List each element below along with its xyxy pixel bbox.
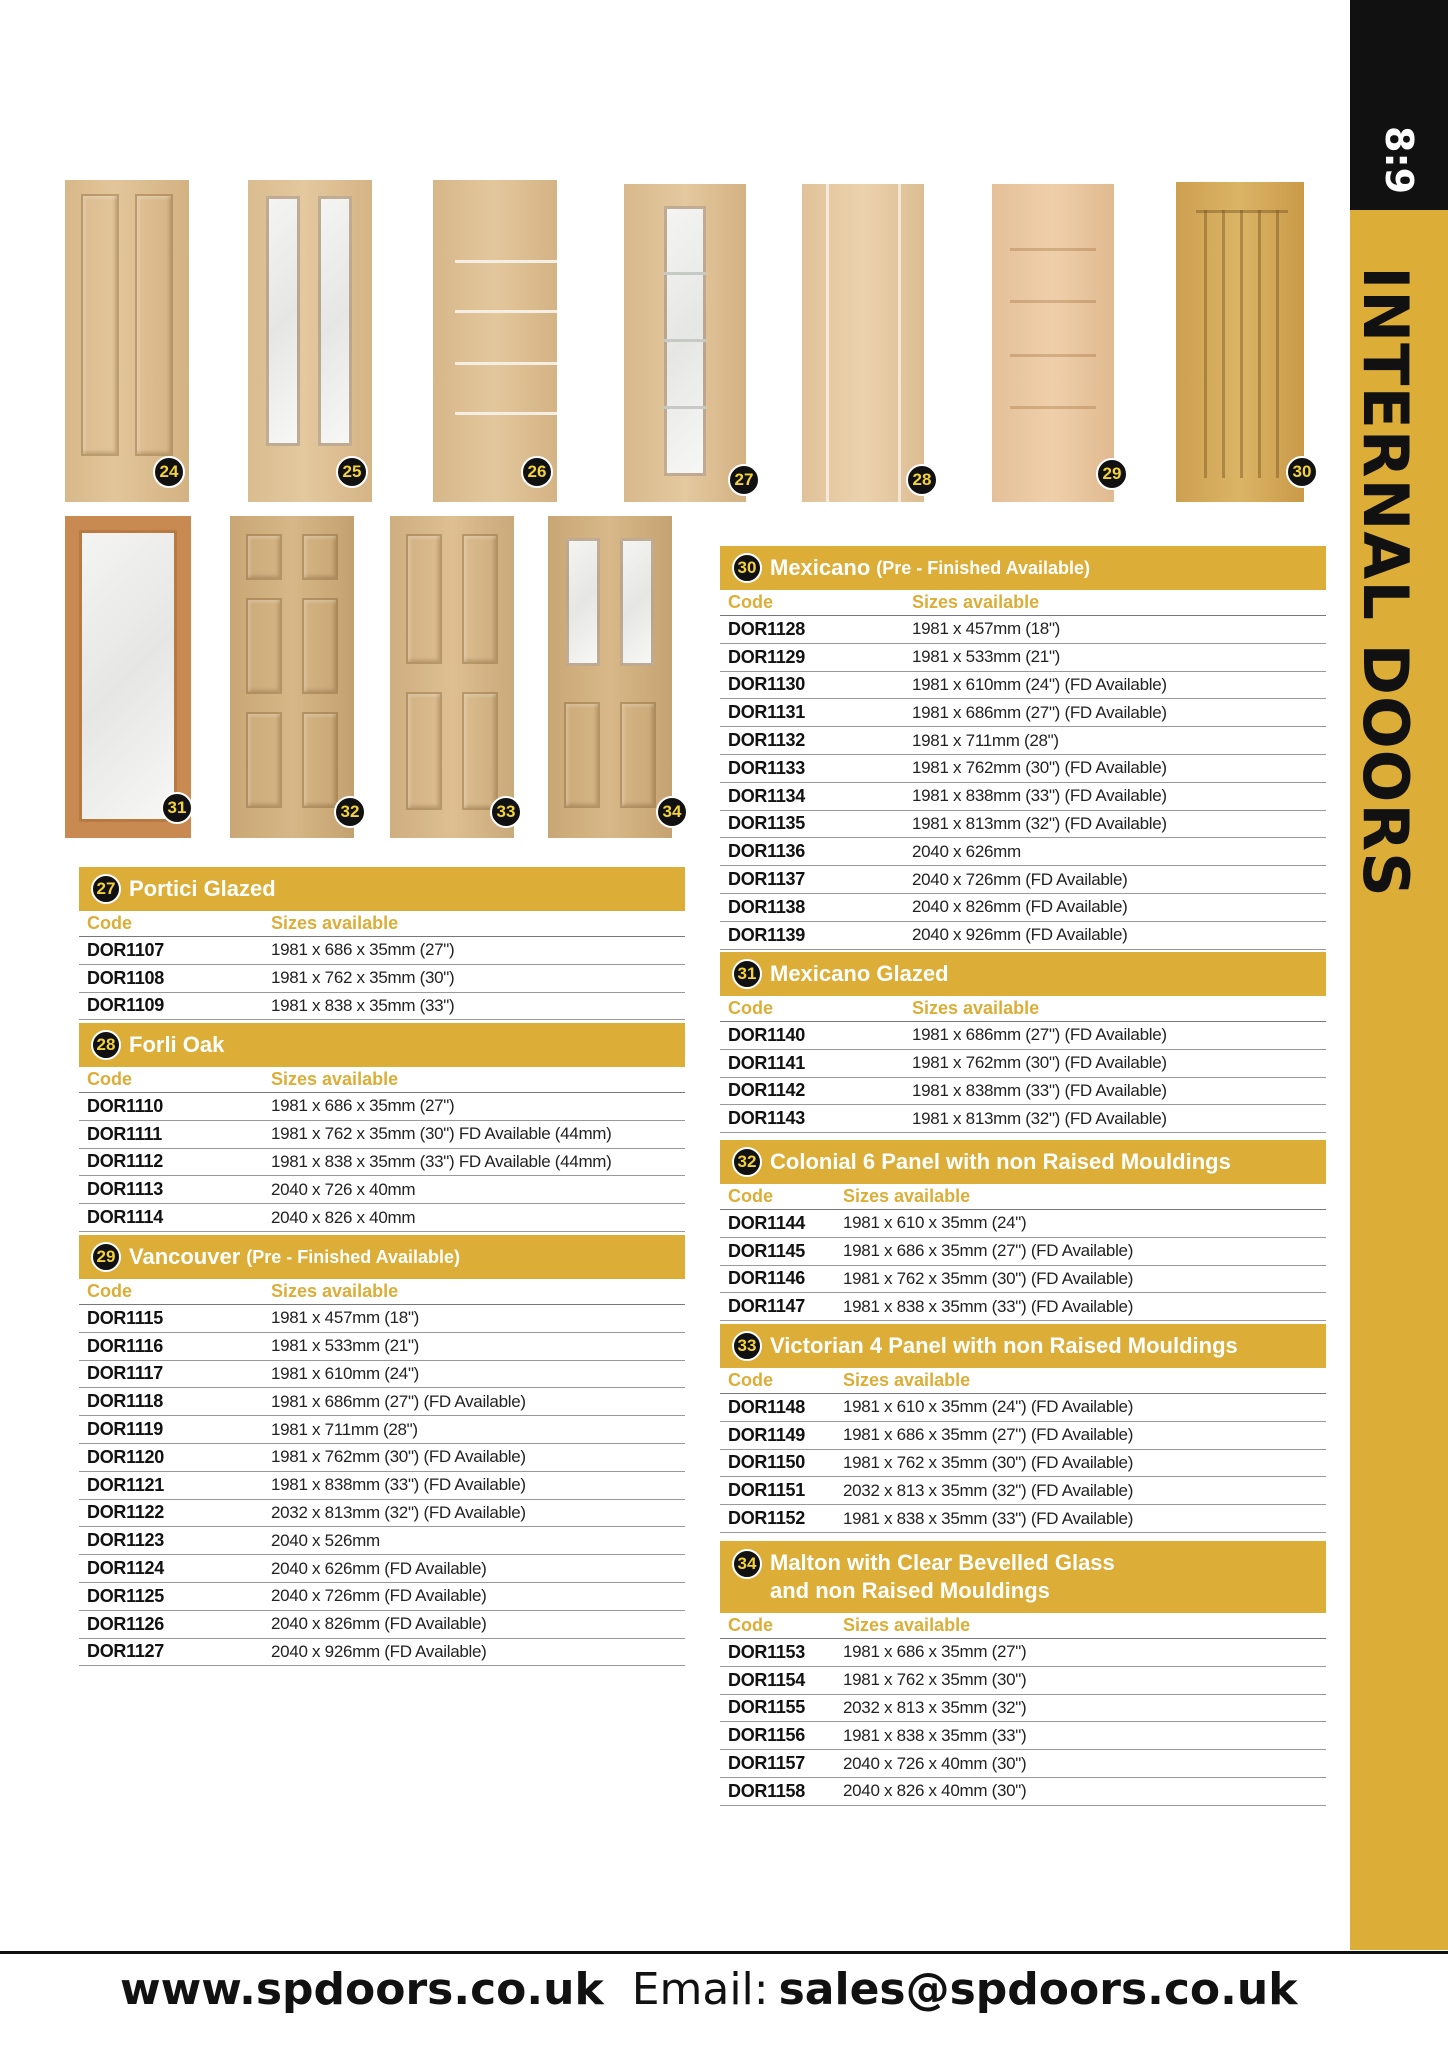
product-size: 1981 x 610 x 35mm (24") [843, 1213, 1027, 1233]
product-code: DOR1146 [728, 1268, 805, 1289]
column-headers: Code Sizes available [720, 996, 1326, 1022]
column-headers: Code Sizes available [720, 1613, 1326, 1639]
product-size: 1981 x 838 x 35mm (33") [843, 1725, 1027, 1745]
table-row [720, 894, 1326, 922]
product-size: 1981 x 686 x 35mm (27") [271, 1096, 455, 1116]
table-header [720, 952, 1326, 996]
product-code: DOR1123 [87, 1530, 164, 1551]
footer-rule [0, 1951, 1448, 1954]
product-code: DOR1132 [728, 730, 805, 751]
product-code: DOR1147 [728, 1296, 805, 1317]
table-row [720, 1078, 1326, 1106]
product-size: 1981 x 686mm (27") (FD Available) [912, 1025, 1167, 1045]
table-row [79, 1555, 685, 1583]
product-size: 2032 x 813mm (32") (FD Available) [271, 1502, 526, 1522]
product-code: DOR1137 [728, 869, 805, 890]
table-row [79, 1388, 685, 1416]
product-size: 1981 x 686 x 35mm (27") (FD Available) [843, 1241, 1134, 1261]
product-size: 2040 x 726 x 40mm [271, 1179, 416, 1199]
product-code: DOR1129 [728, 646, 805, 667]
table-body [79, 937, 685, 1020]
door-badge: 33 [490, 796, 522, 828]
table-header [720, 1324, 1326, 1368]
table-mexicano [720, 546, 1326, 950]
product-size: 2032 x 813 x 35mm (32") [843, 1697, 1027, 1717]
door-image-30 [1176, 182, 1312, 502]
table-row [720, 1450, 1326, 1478]
product-size: 1981 x 533mm (21") [912, 647, 1061, 667]
table-row [720, 1750, 1326, 1778]
product-code: DOR1112 [87, 1151, 163, 1172]
table-row [720, 1293, 1326, 1321]
product-size: 1981 x 711mm (28") [271, 1419, 418, 1439]
product-size: 2040 x 826mm (FD Available) [912, 897, 1128, 917]
table-row [720, 838, 1326, 866]
table-row [720, 699, 1326, 727]
product-code: DOR1131 [728, 702, 805, 723]
product-size: 1981 x 686mm (27") (FD Available) [912, 702, 1167, 722]
product-code: DOR1150 [728, 1452, 805, 1473]
section-title: Colonial 6 Panel with non Raised Mouldings [770, 1149, 1231, 1174]
product-size: 1981 x 686 x 35mm (27") [843, 1642, 1027, 1662]
table-row [79, 1472, 685, 1500]
product-code: DOR1122 [87, 1502, 164, 1523]
product-size: 1981 x 610mm (24") [271, 1363, 420, 1383]
table-row [720, 1505, 1326, 1533]
product-size: 1981 x 762mm (30") (FD Available) [912, 1053, 1167, 1073]
table-row [79, 1204, 685, 1232]
product-size: 2040 x 726mm (FD Available) [271, 1586, 487, 1606]
column-headers: Code Sizes available [79, 1279, 685, 1305]
section-title: Portici Glazed [129, 876, 276, 901]
section-title: Mexicano Glazed [770, 961, 949, 986]
product-size: 1981 x 762 x 35mm (30") [843, 1670, 1027, 1690]
product-code: DOR1124 [87, 1558, 164, 1579]
table-row [720, 1394, 1326, 1422]
product-code: DOR1115 [87, 1307, 163, 1328]
table-row [720, 644, 1326, 672]
section-badge: 33 [732, 1331, 762, 1361]
door-badge: 32 [334, 796, 366, 828]
table-row [720, 783, 1326, 811]
product-size: 1981 x 686mm (27") (FD Available) [271, 1391, 526, 1411]
product-size: 1981 x 813mm (32") (FD Available) [912, 1108, 1167, 1128]
table-row [79, 1093, 685, 1121]
section-badge: 34 [732, 1549, 762, 1579]
column-headers: Code Sizes available [720, 1368, 1326, 1394]
email-label: Email: [631, 1964, 769, 2015]
door-image-25 [248, 180, 372, 502]
door-image-34 [548, 516, 682, 838]
product-size: 1981 x 610 x 35mm (24") (FD Available) [843, 1397, 1134, 1417]
product-size: 2040 x 926mm (FD Available) [271, 1641, 487, 1661]
table-row [720, 922, 1326, 950]
section-badge: 29 [91, 1242, 121, 1272]
product-code: DOR1130 [728, 674, 805, 695]
table-row [79, 1583, 685, 1611]
table-row [720, 727, 1326, 755]
table-mexicano-glazed [720, 952, 1326, 1133]
column-headers: Code Sizes available [79, 1067, 685, 1093]
door-badge: 25 [336, 456, 368, 488]
table-row [720, 755, 1326, 783]
product-code: DOR1133 [728, 757, 805, 778]
product-code: DOR1114 [87, 1207, 163, 1228]
table-row [720, 811, 1326, 839]
email-link[interactable]: sales@spdoors.co.uk [778, 1964, 1298, 2015]
table-row [79, 1305, 685, 1333]
table-header [79, 1023, 685, 1067]
product-code: DOR1158 [728, 1780, 805, 1801]
door-image-28 [802, 184, 932, 502]
section-badge: 28 [91, 1030, 121, 1060]
product-size: 2040 x 926mm (FD Available) [912, 925, 1128, 945]
table-body [720, 1210, 1326, 1321]
column-headers: Code Sizes available [720, 590, 1326, 616]
table-row [79, 1121, 685, 1149]
door-badge: 30 [1286, 456, 1318, 488]
table-body [720, 616, 1326, 950]
table-row [720, 1210, 1326, 1238]
section-title-vertical: INTERNAL DOORS [1349, 266, 1422, 898]
table-row [79, 1176, 685, 1204]
table-row [79, 1500, 685, 1528]
product-code: DOR1151 [728, 1480, 805, 1501]
product-code: DOR1154 [728, 1669, 805, 1690]
table-row [720, 1667, 1326, 1695]
table-body [720, 1394, 1326, 1533]
product-size: 1981 x 762mm (30") (FD Available) [271, 1447, 526, 1467]
table-row [79, 1149, 685, 1177]
product-code: DOR1118 [87, 1391, 163, 1412]
product-code: DOR1155 [728, 1697, 805, 1718]
door-badge: 31 [161, 792, 193, 824]
product-code: DOR1113 [87, 1179, 163, 1200]
product-size: 1981 x 838mm (33") (FD Available) [912, 1080, 1167, 1100]
footer [120, 1960, 1340, 2020]
product-code: DOR1128 [728, 618, 805, 639]
table-header [720, 546, 1326, 590]
product-code: DOR1143 [728, 1108, 805, 1129]
product-code: DOR1142 [728, 1080, 805, 1101]
table-row [720, 616, 1326, 644]
table-body [79, 1305, 685, 1666]
product-size: 2040 x 526mm [271, 1530, 380, 1550]
table-row [720, 1722, 1326, 1750]
column-headers: Code Sizes available [79, 911, 685, 937]
product-code: DOR1135 [728, 813, 805, 834]
section-title: Forli Oak [129, 1032, 225, 1057]
table-forli-oak [79, 1023, 685, 1232]
table-header [79, 1235, 685, 1279]
column-headers: Code Sizes available [720, 1184, 1326, 1210]
product-code: DOR1126 [87, 1613, 164, 1634]
section-badge: 31 [732, 959, 762, 989]
table-row [79, 1361, 685, 1389]
section-subtitle: (Pre - Finished Available) [876, 557, 1090, 578]
product-size: 1981 x 762 x 35mm (30") (FD Available) [843, 1268, 1134, 1288]
table-body [720, 1639, 1326, 1806]
product-code: DOR1125 [87, 1585, 164, 1606]
section-title-line2: and non Raised Mouldings [770, 1578, 1050, 1603]
product-size: 1981 x 762 x 35mm (30") FD Available (44mm) [271, 1124, 612, 1144]
product-size: 1981 x 533mm (21") [271, 1336, 420, 1356]
product-size: 2040 x 826 x 40mm [271, 1207, 416, 1227]
product-size: 1981 x 686 x 35mm (27") [271, 940, 455, 960]
door-badge: 29 [1096, 458, 1128, 490]
product-size: 2032 x 813 x 35mm (32") (FD Available) [843, 1480, 1134, 1500]
product-size: 1981 x 813mm (32") (FD Available) [912, 813, 1167, 833]
table-row [720, 866, 1326, 894]
product-code: DOR1141 [728, 1052, 805, 1073]
product-size: 2040 x 626mm [912, 841, 1021, 861]
table-row [79, 1444, 685, 1472]
table-row [79, 993, 685, 1021]
product-code: DOR1152 [728, 1508, 805, 1529]
door-image-26 [433, 180, 557, 502]
product-code: DOR1136 [728, 841, 805, 862]
table-row [79, 965, 685, 993]
section-title: Vancouver [129, 1244, 241, 1269]
section-badge: 30 [732, 553, 762, 583]
product-size: 1981 x 762mm (30") (FD Available) [912, 758, 1167, 778]
table-row [79, 1611, 685, 1639]
door-image-31 [65, 516, 191, 838]
website-link[interactable]: www.spdoors.co.uk [120, 1964, 604, 2015]
table-row [79, 937, 685, 965]
product-code: DOR1109 [87, 995, 164, 1016]
door-image-29 [992, 184, 1122, 502]
product-size: 1981 x 838 x 35mm (33") FD Available (44mm) [271, 1151, 612, 1171]
door-image-33 [390, 516, 514, 838]
product-size: 1981 x 838 x 35mm (33") (FD Available) [843, 1508, 1134, 1528]
table-row [720, 1778, 1326, 1806]
product-size: 1981 x 711mm (28") [912, 730, 1059, 750]
table-row [79, 1416, 685, 1444]
table-header [720, 1541, 1326, 1613]
door-image-32 [230, 516, 360, 838]
product-size: 1981 x 610mm (24") (FD Available) [912, 674, 1167, 694]
table-row [720, 1266, 1326, 1294]
door-badge: 28 [906, 464, 938, 496]
page-number: 8:9 [1377, 126, 1421, 195]
product-size: 2040 x 826 x 40mm (30") [843, 1781, 1027, 1801]
product-code: DOR1127 [87, 1641, 164, 1662]
product-size: 2040 x 726 x 40mm (30") [843, 1753, 1027, 1773]
table-row [720, 1238, 1326, 1266]
product-size: 1981 x 838 x 35mm (33") (FD Available) [843, 1296, 1134, 1316]
product-code: DOR1107 [87, 939, 164, 960]
section-badge: 32 [732, 1147, 762, 1177]
product-code: DOR1116 [87, 1335, 163, 1356]
table-row [79, 1527, 685, 1555]
table-header [79, 867, 685, 911]
section-badge: 27 [91, 874, 121, 904]
table-malton [720, 1541, 1326, 1806]
product-size: 1981 x 838mm (33") (FD Available) [271, 1475, 526, 1495]
table-portici-glazed [79, 867, 685, 1020]
section-title: Victorian 4 Panel with non Raised Mouldings [770, 1333, 1238, 1358]
table-body [79, 1093, 685, 1232]
product-code: DOR1148 [728, 1396, 805, 1417]
product-code: DOR1157 [728, 1753, 805, 1774]
product-code: DOR1145 [728, 1240, 805, 1261]
table-victorian-4-panel [720, 1324, 1326, 1533]
door-image-27 [624, 184, 754, 502]
product-size: 1981 x 686 x 35mm (27") (FD Available) [843, 1425, 1134, 1445]
table-body [720, 1022, 1326, 1133]
product-size: 1981 x 762 x 35mm (30") [271, 968, 455, 988]
table-row [720, 1639, 1326, 1667]
product-code: DOR1110 [87, 1095, 163, 1116]
product-code: DOR1120 [87, 1446, 164, 1467]
table-vancouver [79, 1235, 685, 1666]
product-code: DOR1119 [87, 1419, 163, 1440]
table-row [720, 1022, 1326, 1050]
table-row [720, 1050, 1326, 1078]
product-code: DOR1134 [728, 785, 805, 806]
door-badge: 26 [521, 456, 553, 488]
product-code: DOR1140 [728, 1024, 805, 1045]
table-header [720, 1140, 1326, 1184]
product-code: DOR1138 [728, 896, 805, 917]
product-size: 1981 x 838mm (33") (FD Available) [912, 786, 1167, 806]
table-row [79, 1639, 685, 1667]
product-code: DOR1156 [728, 1725, 805, 1746]
product-code: DOR1139 [728, 924, 805, 945]
product-size: 1981 x 457mm (18") [271, 1308, 420, 1328]
table-row [720, 672, 1326, 700]
door-badge: 27 [728, 464, 760, 496]
product-size: 1981 x 762 x 35mm (30") (FD Available) [843, 1452, 1134, 1472]
product-size: 2040 x 826mm (FD Available) [271, 1614, 487, 1634]
product-code: DOR1111 [87, 1123, 162, 1144]
table-row [720, 1105, 1326, 1133]
product-size: 2040 x 726mm (FD Available) [912, 869, 1128, 889]
section-title: Mexicano [770, 555, 871, 580]
product-code: DOR1121 [87, 1474, 164, 1495]
section-subtitle: (Pre - Finished Available) [246, 1246, 460, 1267]
door-badge: 34 [656, 796, 688, 828]
table-colonial-6-panel [720, 1140, 1326, 1321]
product-size: 1981 x 838 x 35mm (33") [271, 995, 455, 1015]
section-title: Malton with Clear Bevelled Glass [770, 1550, 1115, 1575]
door-image-24 [65, 180, 189, 502]
product-code: DOR1117 [87, 1363, 163, 1384]
product-size: 1981 x 457mm (18") [912, 619, 1061, 639]
table-row [720, 1422, 1326, 1450]
table-row [79, 1333, 685, 1361]
product-code: DOR1153 [728, 1641, 805, 1662]
table-row [720, 1477, 1326, 1505]
table-row [720, 1695, 1326, 1723]
product-size: 2040 x 626mm (FD Available) [271, 1558, 487, 1578]
door-badge: 24 [153, 456, 185, 488]
product-code: DOR1108 [87, 967, 164, 988]
product-code: DOR1149 [728, 1424, 805, 1445]
product-code: DOR1144 [728, 1212, 805, 1233]
